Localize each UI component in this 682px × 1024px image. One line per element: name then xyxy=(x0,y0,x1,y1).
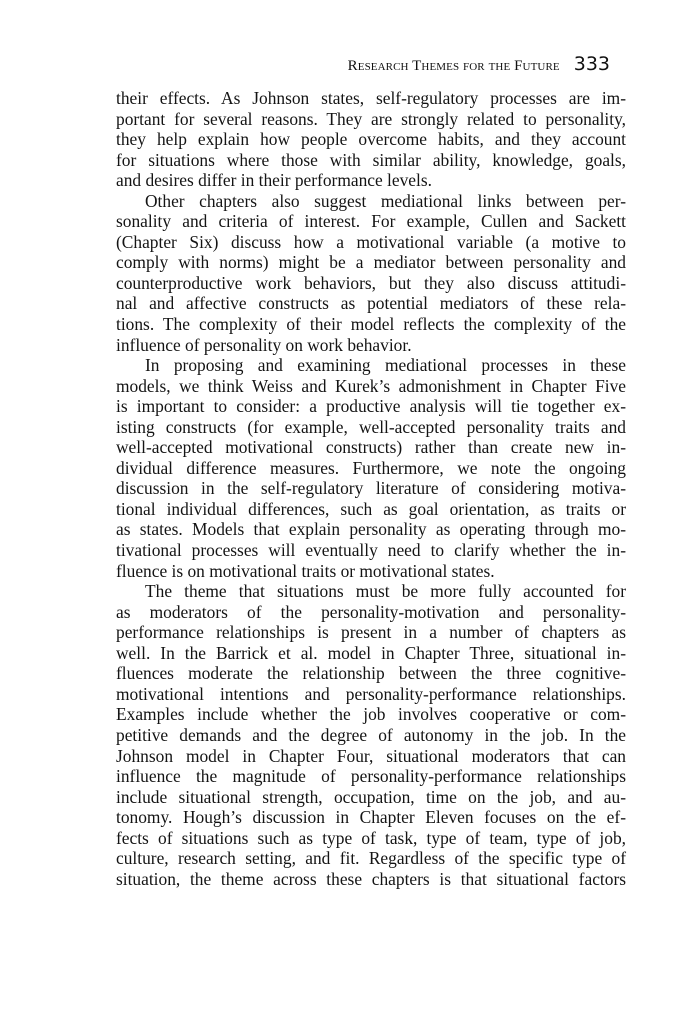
body-text xyxy=(116,88,626,889)
text-line: culture, research setting, and fit. Regardless of the specific type of xyxy=(116,848,626,869)
text-line: tonomy. Hough’s discussion in Chapter Eleven focuses on the ef- xyxy=(116,807,626,828)
paragraph xyxy=(116,88,626,191)
text-line: discussion in the self-regulatory literature of considering motiva- xyxy=(116,478,626,499)
text-line: (Chapter Six) discuss how a motivational variable (a motive to xyxy=(116,231,626,252)
text-line: well-accepted motivational constructs) rather than create new in- xyxy=(116,437,626,458)
running-head-title: Research Themes for the Future xyxy=(347,58,560,74)
text-line: Examples include whether the job involves cooperative or com- xyxy=(116,704,626,725)
text-line: motivational intentions and personality-performance relationships. xyxy=(116,683,626,704)
text-line: and desires differ in their performance levels. xyxy=(116,170,432,191)
text-line: nal and affective constructs as potential mediators of these rela- xyxy=(116,293,626,314)
text-line: tional individual differences, such as goal orientation, as traits or xyxy=(116,498,626,519)
text-line: Other chapters also suggest mediational links between per- xyxy=(145,190,626,211)
running-head xyxy=(348,53,610,75)
text-line: In proposing and examining mediational processes in these xyxy=(145,355,626,376)
text-line: as states. Models that explain personality as operating through mo- xyxy=(116,519,626,540)
text-line: their effects. As Johnson states, self-regulatory processes are im- xyxy=(116,88,626,108)
text-line: petitive demands and the degree of autonomy in the job. In the xyxy=(116,724,626,745)
text-line: fluence is on motivational traits or motivational states. xyxy=(116,560,495,581)
text-line: dividual difference measures. Furthermore, we note the ongoing xyxy=(116,457,626,478)
text-line: well. In the Barrick et al. model in Chapter Three, situational in- xyxy=(116,642,626,663)
text-line: Johnson model in Chapter Four, situational moderators that can xyxy=(116,745,626,766)
paragraph xyxy=(116,581,626,889)
text-line: tivational processes will eventually need to clarify whether the in- xyxy=(116,540,626,561)
text-line: The theme that situations must be more fully accounted for xyxy=(145,581,626,602)
text-line: sonality and criteria of interest. For example, Cullen and Sackett xyxy=(116,211,626,232)
text-line: situation, the theme across these chapters is that situational factors xyxy=(116,868,626,889)
text-line: for situations where those with similar ability, knowledge, goals, xyxy=(116,149,626,170)
text-line: portant for several reasons. They are strongly related to personality, xyxy=(116,108,626,129)
text-line: influence of personality on work behavior. xyxy=(116,334,412,355)
text-line: is important to consider: a productive analysis will tie together ex- xyxy=(116,396,626,417)
text-line: as moderators of the personality-motivation and personality- xyxy=(116,601,626,622)
paragraph xyxy=(116,191,626,355)
paragraph xyxy=(116,355,626,581)
text-line: models, we think Weiss and Kurek’s admonishment in Chapter Five xyxy=(116,375,626,396)
text-line: counterproductive work behaviors, but they also discuss attitudi- xyxy=(116,272,626,293)
text-line: comply with norms) might be a mediator between personality and xyxy=(116,252,626,273)
text-line: fects of situations such as type of task, type of team, type of job, xyxy=(116,827,626,848)
text-line: include situational strength, occupation, time on the job, and au- xyxy=(116,786,626,807)
text-line: isting constructs (for example, well-accepted personality traits and xyxy=(116,416,626,437)
text-line: performance relationships is present in a number of chapters as xyxy=(116,622,626,643)
text-line: influence the magnitude of personality-performance relationships xyxy=(116,766,626,787)
text-line: tions. The complexity of their model reflects the complexity of the xyxy=(116,314,626,335)
page-number: 333 xyxy=(573,53,610,75)
text-line: they help explain how people overcome habits, and they account xyxy=(116,129,626,150)
text-line: fluences moderate the relationship between the three cognitive- xyxy=(116,663,626,684)
